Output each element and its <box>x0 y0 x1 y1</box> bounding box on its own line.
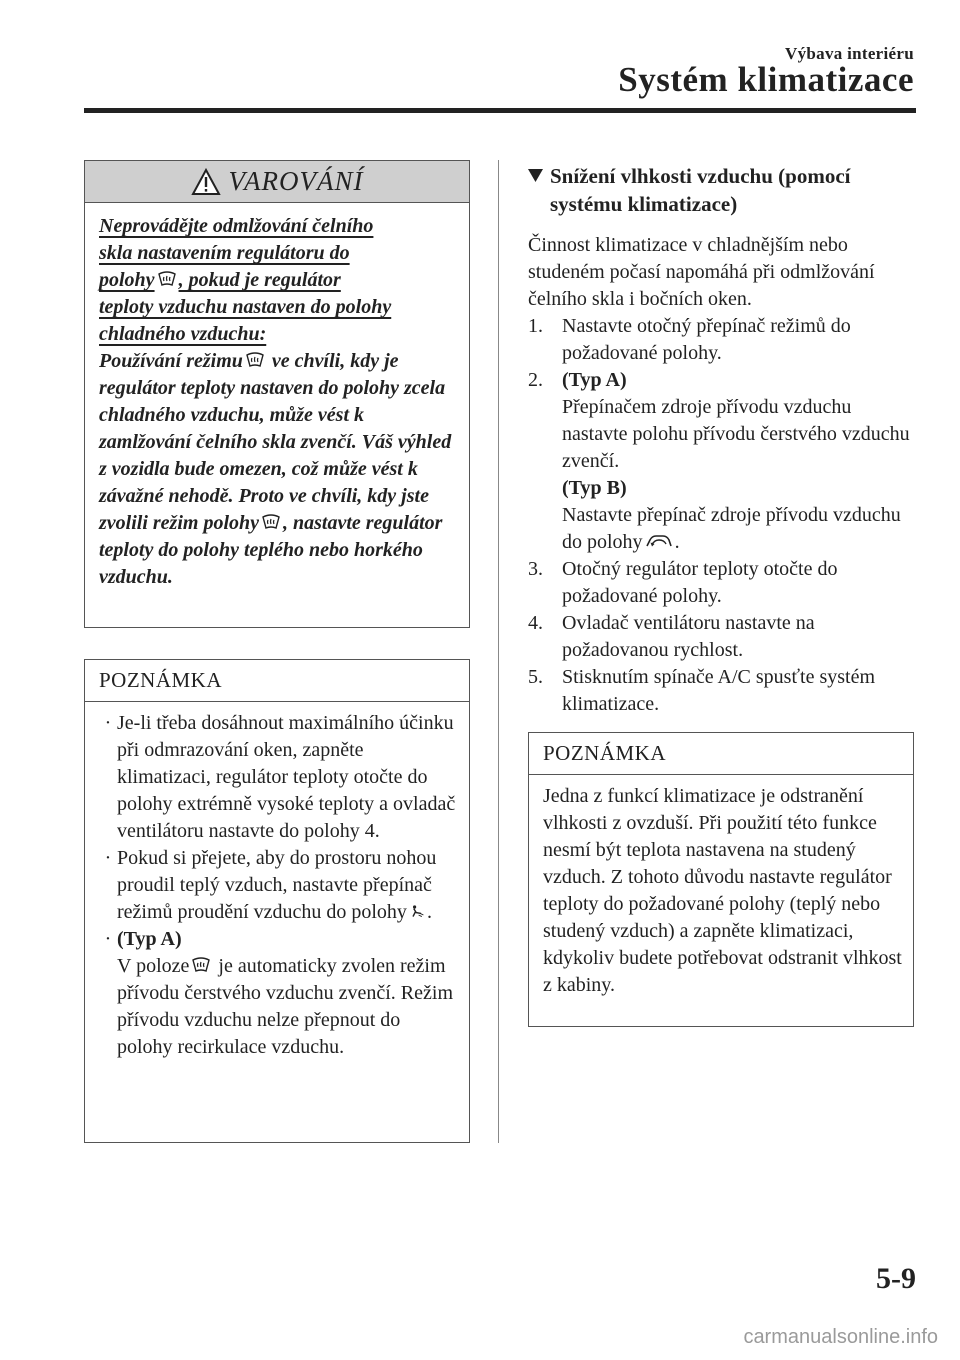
warning-text: Používání režimu <box>99 350 243 372</box>
warning-title: VAROVÁNÍ <box>228 166 364 196</box>
note-text: Pokud si přejete, aby do prostoru nohou proudil teplý vzduch, nastavte přepínač režimů proudění vzduchu do polohy <box>117 847 437 923</box>
step-text: . <box>674 531 680 553</box>
warning-line: skla nastavením regulátoru do <box>99 242 350 264</box>
step-number: 5. <box>528 666 543 688</box>
header-rule <box>84 108 916 113</box>
note-text: . <box>426 901 432 923</box>
note-body <box>85 702 469 1061</box>
step-text: Stisknutím spínače A/C spusťte systém klimatizace. <box>562 666 875 715</box>
column-divider <box>498 160 499 1143</box>
recirculation-icon <box>645 533 673 549</box>
watermark: carmanualsonline.info <box>743 1326 938 1348</box>
list-item-text <box>117 845 459 926</box>
windshield-defrost-icon <box>157 271 177 287</box>
header-kicker: Výbava interiéru <box>785 44 914 63</box>
step-text: Ovladač ventilátoru nastavte na požadovanou rychlost. <box>562 612 815 661</box>
step-item <box>528 556 914 610</box>
step-item <box>528 664 914 718</box>
step-number: 4. <box>528 612 543 634</box>
step-text: Přepínačem zdroje přívodu vzduchu nastavte polohu přívodu čerstvého vzduchu zvenčí. <box>562 396 910 472</box>
warning-text: , nastavte regulátor teploty do polohy teplého nebo horkého vzduchu. <box>99 512 443 588</box>
step-body <box>562 367 914 556</box>
step-item <box>528 313 914 367</box>
step-item <box>528 610 914 664</box>
steps-list <box>528 313 914 718</box>
page-title: Systém klimatizace <box>618 60 914 99</box>
step-subhead: (Typ B) <box>562 477 627 499</box>
warning-triangle-icon <box>191 168 221 196</box>
note-subhead: (Typ A) <box>117 928 182 950</box>
section-heading <box>528 162 908 218</box>
step-text: Otočný regulátor teploty otočte do požadované polohy. <box>562 558 838 607</box>
warning-header <box>85 161 469 203</box>
floor-mode-icon <box>409 903 425 919</box>
page-number: 5-9 <box>876 1262 916 1295</box>
warning-line: chladného vzduchu: <box>99 323 267 345</box>
list-item <box>99 926 459 1061</box>
step-subhead: (Typ A) <box>562 369 627 391</box>
note-text: V poloze <box>117 955 190 977</box>
step-number: 3. <box>528 558 543 580</box>
step-item <box>528 367 914 556</box>
warning-line <box>99 267 455 294</box>
warning-line-part: , pokud je regulátor <box>178 269 341 291</box>
warning-box <box>84 160 470 628</box>
list-item <box>99 710 459 845</box>
note-box <box>528 732 914 1027</box>
step-text: Nastavte otočný přepínač režimů do požadované polohy. <box>562 315 851 364</box>
section-intro: Činnost klimatizace v chladnějším nebo studeném počasí napomáhá při odmlžování čelního skla i bočních oken. <box>528 234 875 310</box>
section-triangle-wrap <box>528 162 550 218</box>
warning-text: ve chvíli, kdy je regulátor teploty nastaven do polohy zcela chladného vzduchu, může vést k zamlžování čelního skla zvenčí. Váš výhled z vozidla bude omezen, což může vést k závažné nehodě. Proto ve chvíli, kdy jste zvolili režim polohy <box>99 350 452 534</box>
note-text: je automaticky zvolen režim přívodu čerstvého vzduchu zvenčí. Režim přívodu vzduchu nelze přepnout do polohy recirkulace vzduchu. <box>117 955 453 1058</box>
note-title: POZNÁMKA <box>529 733 913 775</box>
step-number: 2. <box>528 369 543 391</box>
list-item-text <box>117 926 459 1061</box>
windshield-defrost-icon <box>261 514 281 530</box>
warning-line-part: polohy <box>99 269 155 291</box>
bullet: · <box>104 712 112 734</box>
bullet: · <box>104 928 112 950</box>
list-item-text: Je-li třeba dosáhnout maximálního účinku při odmrazování oken, zapněte klimatizaci, regulátor teploty otočte do polohy extrémně vysoké teploty a ovladač ventilátoru nastavte do polohy 4. <box>117 712 456 842</box>
step-number: 1. <box>528 315 543 337</box>
warning-paragraph <box>99 348 455 591</box>
warning-line: Neprovádějte odmlžování čelního <box>99 215 374 237</box>
section-triangle-icon <box>528 169 543 182</box>
note-title: POZNÁMKA <box>85 660 469 702</box>
windshield-defrost-icon <box>191 957 211 973</box>
list-item <box>99 845 459 926</box>
windshield-defrost-icon <box>245 352 265 368</box>
warning-body <box>85 203 469 591</box>
note-body: Jedna z funkcí klimatizace je odstranění vlhkosti z ovzduší. Při použití této funkce nesmí být teplota nastavena na studený vzduch. Z tohoto důvodu nastavte regulátor teploty do požadované polohy (teplý nebo studený vzduch) a zapněte klimatizaci, kdykoliv budete potřebovat odstranit vlhkost z kabiny. <box>543 785 902 996</box>
section-title: Snížení vlhkosti vzduchu (pomocí systému klimatizace) <box>550 164 851 216</box>
bullet: · <box>104 847 112 869</box>
step-text: Nastavte přepínač zdroje přívodu vzduchu do polohy <box>562 504 901 553</box>
warning-line: teploty vzduchu nastaven do polohy <box>99 296 392 318</box>
note-box <box>84 659 470 1143</box>
